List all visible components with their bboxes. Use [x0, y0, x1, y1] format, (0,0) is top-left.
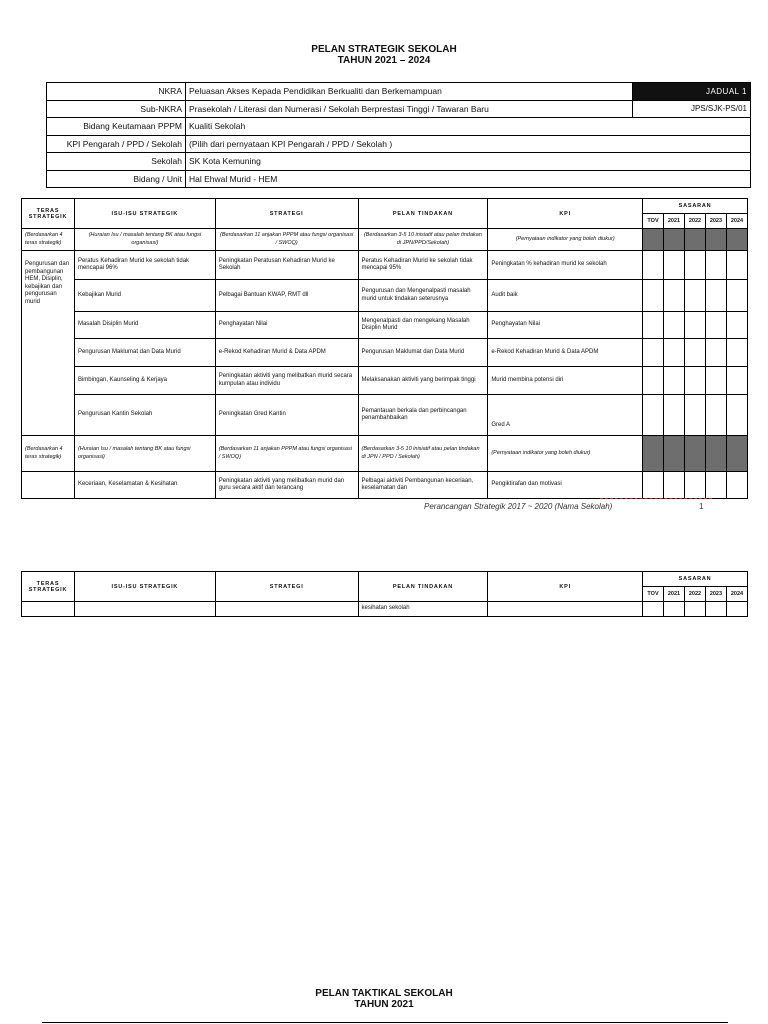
strategi-cell: Peningkatan aktiviti yang melibatkan murid secara kumpulan atau individu — [215, 367, 358, 395]
header-teras: TERAS STRATEGIK — [22, 199, 75, 229]
target-cell — [664, 280, 685, 312]
isu-cell — [74, 602, 215, 617]
table-row — [22, 251, 748, 280]
target-cell — [664, 339, 685, 367]
target-cell — [643, 472, 664, 499]
target-cell — [684, 436, 705, 472]
guide-row — [22, 229, 748, 251]
target-cell — [684, 339, 705, 367]
pelan-cell: kesihatan sekolah — [358, 602, 488, 617]
bidang-label: Bidang Keutamaan PPPM — [47, 118, 186, 136]
pelan-cell: Pengurusan dan Mengenalpasti masalah murid untuk tindakan seterusnya — [358, 280, 488, 312]
target-cell — [705, 229, 726, 251]
header-teras: TERAS STRATEGIK — [22, 572, 75, 602]
strategi-cell: Penghayatan Nilai — [215, 312, 358, 339]
isu-cell: Kebajikan Murid — [74, 280, 215, 312]
header-year: 2024 — [726, 587, 747, 602]
title-line-2: TAHUN 2021 — [354, 999, 414, 1010]
header-isu: ISU-ISU STRATEGIK — [74, 199, 215, 229]
kpi-cell: Gred A — [488, 395, 643, 436]
page-number: 1 — [699, 502, 704, 511]
table-row — [22, 395, 748, 436]
teras-main: Pengurusan dan pembangunan HEM, Disiplin, kebajikan dan pengurusan murid — [22, 251, 75, 436]
target-cell — [705, 280, 726, 312]
sekolah-label: Sekolah — [47, 153, 186, 171]
target-cell — [643, 436, 664, 472]
target-cell — [705, 602, 726, 617]
target-cell — [684, 251, 705, 280]
target-cell — [664, 251, 685, 280]
header-strategi: STRATEGI — [215, 572, 358, 602]
target-cell — [684, 367, 705, 395]
strategi-cell: Peningkatan Peratusan Kehadiran Murid ke Sekolah — [215, 251, 358, 280]
target-cell — [726, 251, 747, 280]
target-cell — [726, 229, 747, 251]
target-cell — [726, 436, 747, 472]
pelan-cell: Melaksanakan aktiviti yang berimpak tinggi — [358, 367, 488, 395]
target-cell — [664, 367, 685, 395]
target-cell — [643, 280, 664, 312]
table-row — [22, 602, 748, 617]
info-row-nkra — [47, 83, 751, 101]
info-table — [46, 82, 751, 188]
isu-cell: Bimbingan, Kaunseling & Kerjaya — [74, 367, 215, 395]
info-row-sekolah — [47, 153, 751, 171]
header-row — [22, 572, 748, 587]
header-kpi: KPI — [488, 572, 643, 602]
target-cell — [684, 312, 705, 339]
target-cell — [726, 367, 747, 395]
red-dashed-line — [600, 498, 712, 499]
header-sasaran: SASARAN — [643, 199, 748, 214]
header-year: 2022 — [684, 587, 705, 602]
guide-strategi: (Berdasarkan 11 anjakan PPPM atau fungsi organisasi / SWOQ) — [215, 229, 358, 251]
header-kpi: KPI — [488, 199, 643, 229]
target-cell — [643, 312, 664, 339]
sekolah-value: SK Kota Kemuning — [186, 153, 751, 171]
table-row — [22, 472, 748, 499]
table-row — [22, 339, 748, 367]
header-strategi: STRATEGI — [215, 199, 358, 229]
target-cell — [664, 472, 685, 499]
target-cell — [726, 472, 747, 499]
target-cell — [684, 229, 705, 251]
strategi-cell: e-Rekod Kehadiran Murid & Data APDM — [215, 339, 358, 367]
strategi-cell: Peningkatan aktiviti yang melibatkan murid dan guru secara aktif dan terancang — [215, 472, 358, 499]
target-cell — [726, 312, 747, 339]
target-cell — [664, 436, 685, 472]
target-cell — [643, 251, 664, 280]
kpi-cell: Penghayatan Nilai — [488, 312, 643, 339]
isu-cell: Pengurusan Maklumat dan Data Murid — [74, 339, 215, 367]
table-row — [22, 312, 748, 339]
target-cell — [684, 395, 705, 436]
strategi-cell — [215, 602, 358, 617]
title-line-1: PELAN STRATEGIK SEKOLAH — [311, 44, 457, 55]
kpi-label: KPI Pengarah / PPD / Sekolah — [47, 135, 186, 153]
kpi-cell — [488, 602, 643, 617]
pelan-cell: Pemantauan berkala dan perbincangan penambahbaikan — [358, 395, 488, 436]
target-cell — [705, 436, 726, 472]
nkra-label: NKRA — [47, 83, 186, 101]
guide-strategi: (Berdasarkan 11 anjakan PPPM atau fungsi organisasi / SWOQ) — [215, 436, 358, 472]
isu-cell: Pengurusan Kantin Sekolah — [74, 395, 215, 436]
title-line-1: PELAN TAKTIKAL SEKOLAH — [315, 988, 453, 999]
target-cell — [664, 229, 685, 251]
pelan-cell: Peratus Kehadiran Murid ke sekolah tidak mencapai 95% — [358, 251, 488, 280]
target-cell — [664, 395, 685, 436]
target-cell — [726, 602, 747, 617]
guide-teras: (Berdasarkan 4 teras strategik) — [22, 229, 75, 251]
target-cell — [705, 251, 726, 280]
target-cell — [684, 280, 705, 312]
info-row-bidang — [47, 118, 751, 136]
target-cell — [643, 602, 664, 617]
teras-cell — [22, 602, 75, 617]
guide-teras: (Berdasarkan 4 teras strategik) — [22, 436, 75, 472]
kpi-cell: Murid membina potensi diri — [488, 367, 643, 395]
guide-kpi: (Pernyataan indikator yang boleh diukur) — [488, 229, 643, 251]
strategi-cell: Peningkatan Gred Kantin — [215, 395, 358, 436]
target-cell — [705, 312, 726, 339]
pelan-cell: Mengenalpasti dan mengekang Masalah Disiplin Murid — [358, 312, 488, 339]
kpi-cell: Peningkatan % kehadiran murid ke sekolah — [488, 251, 643, 280]
target-cell — [643, 339, 664, 367]
title-line-2: TAHUN 2021 – 2024 — [337, 55, 431, 66]
jadual-label: JADUAL 1 — [633, 83, 751, 101]
table-row — [22, 280, 748, 312]
header-year: 2023 — [705, 214, 726, 229]
header-year: 2021 — [664, 587, 685, 602]
bidang-value: Kualiti Sekolah — [186, 118, 751, 136]
isu-cell: Keceriaan, Keselamatan & Kesihatan — [74, 472, 215, 499]
strategic-plan-table-continued — [21, 571, 748, 617]
target-cell — [705, 367, 726, 395]
target-cell — [643, 395, 664, 436]
header-year: 2024 — [726, 214, 747, 229]
info-row-subnkra — [47, 100, 751, 118]
strategic-plan-table — [21, 198, 748, 499]
unit-value: Hal Ehwal Murid - HEM — [186, 170, 751, 188]
tactical-plan-title — [0, 988, 768, 1010]
target-cell — [705, 472, 726, 499]
header-sasaran: SASARAN — [643, 572, 748, 587]
subnkra-value: Prasekolah / Literasi dan Numerasi / Sekolah Berprestasi Tinggi / Tawaran Baru — [186, 100, 633, 118]
info-row-kpi — [47, 135, 751, 153]
document-title — [0, 44, 768, 66]
guide-row — [22, 436, 748, 472]
target-cell — [684, 602, 705, 617]
header-row — [22, 199, 748, 214]
kpi-cell: Pengiktirafan dan motivasi — [488, 472, 643, 499]
header-isu: ISU-ISU STRATEGIK — [74, 572, 215, 602]
teras-cell — [22, 472, 75, 499]
pelan-cell: Pengurusan Maklumat dan Data Murid — [358, 339, 488, 367]
target-cell — [643, 367, 664, 395]
target-cell — [726, 395, 747, 436]
header-pelan: PELAN TINDAKAN — [358, 572, 488, 602]
kpi-value: (Pilih dari pernyataan KPI Pengarah / PPD / Sekolah ) — [186, 135, 751, 153]
isu-cell: Masalah Disiplin Murid — [74, 312, 215, 339]
guide-pelan: (Berdasarkan 3-5 10 inisiatif atau pelan tindakan di JPN / PPD / Sekolah) — [358, 436, 488, 472]
divider-line — [42, 1022, 728, 1023]
guide-kpi: (Pernyataan indikator yang boleh diukur) — [488, 436, 643, 472]
kpi-cell: e-Rekod Kehadiran Murid & Data APDM — [488, 339, 643, 367]
unit-label: Bidang / Unit — [47, 170, 186, 188]
header-year: TOV — [643, 214, 664, 229]
subnkra-label: Sub-NKRA — [47, 100, 186, 118]
target-cell — [643, 229, 664, 251]
target-cell — [726, 339, 747, 367]
header-year: 2021 — [664, 214, 685, 229]
target-cell — [664, 312, 685, 339]
kpi-cell: Audit baik — [488, 280, 643, 312]
table-row — [22, 367, 748, 395]
nkra-value: Peluasan Akses Kepada Pendidikan Berkualiti dan Berkemampuan — [186, 83, 633, 101]
target-cell — [664, 602, 685, 617]
guide-isu: (Huraian Isu / masalah tentang BK atau fungsi organisasi) — [74, 436, 215, 472]
info-row-unit — [47, 170, 751, 188]
pelan-cell: Pelbagai aktiviti Pembangunan keceriaan, keselamatan dan — [358, 472, 488, 499]
target-cell — [705, 395, 726, 436]
header-year: TOV — [643, 587, 664, 602]
header-year: 2022 — [684, 214, 705, 229]
target-cell — [684, 472, 705, 499]
header-pelan: PELAN TINDAKAN — [358, 199, 488, 229]
target-cell — [726, 280, 747, 312]
guide-pelan: (Berdasarkan 3-5 10 inisiatif atau pelan tindakan di JPN/PPD/Sekolah) — [358, 229, 488, 251]
document-code: JPS/SJK-PS/01 — [633, 100, 751, 118]
target-cell — [705, 339, 726, 367]
header-year: 2023 — [705, 587, 726, 602]
guide-isu: (Huraian Isu / masalah tentang BK atau fungsi organisasi) — [74, 229, 215, 251]
page-footer: Perancangan Strategik 2017 ~ 2020 (Nama Sekolah) — [424, 502, 613, 511]
isu-cell: Peratus Kehadiran Murid ke sekolah tidak mencapai 96% — [74, 251, 215, 280]
strategi-cell: Pelbagai Bantuan KWAP, RMT dll — [215, 280, 358, 312]
